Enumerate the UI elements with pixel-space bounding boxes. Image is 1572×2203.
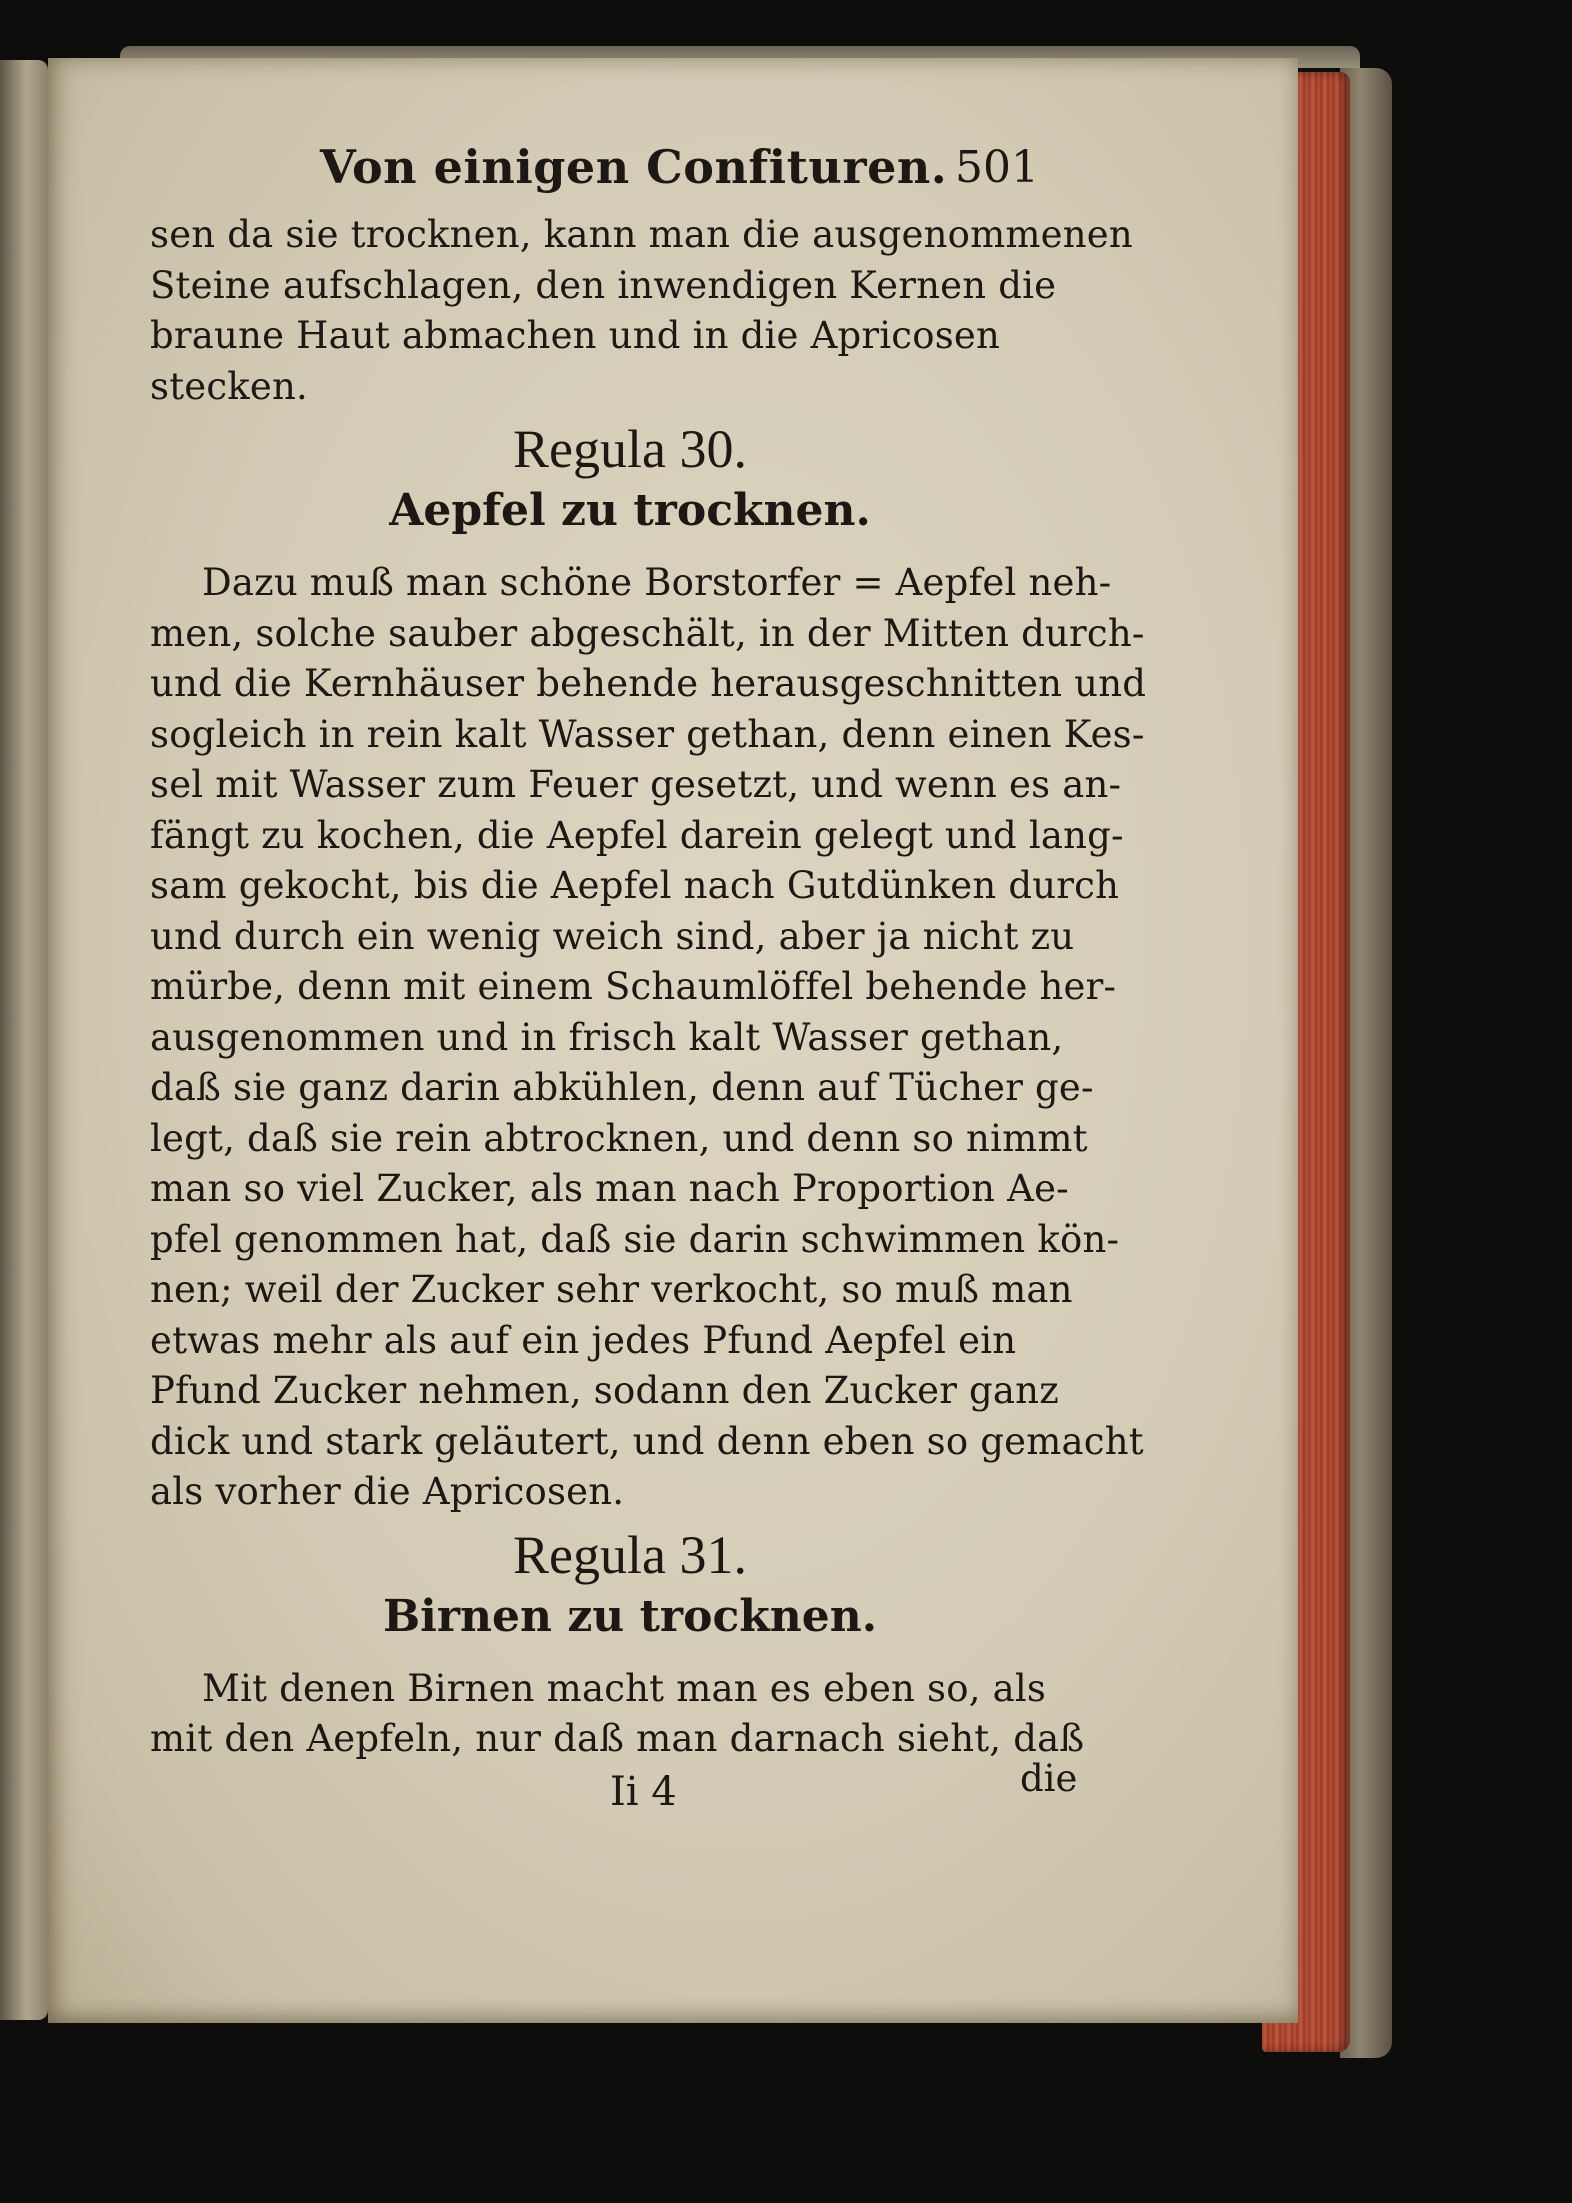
section-subheading-aepfel: Aepfel zu trocknen. bbox=[389, 485, 871, 536]
text-line: und durch ein wenig weich sind, aber ja nicht zu bbox=[150, 914, 1075, 958]
text-line: legt, daß sie rein abtrocknen, und denn so nimmt bbox=[150, 1116, 1088, 1160]
text-line: sen da sie trocknen, kann man die ausgenommenen bbox=[150, 213, 1133, 256]
text-line: mürbe, denn mit einem Schaumlöffel behende her- bbox=[150, 965, 1117, 1008]
section-30-paragraph bbox=[150, 558, 1147, 1518]
page-footer bbox=[150, 1756, 1080, 1821]
text-line: mit den Aepfeln, nur daß man darnach sieht, daß bbox=[150, 1717, 1085, 1760]
text-line: nen; weil der Zucker sehr verkocht, so muß man bbox=[150, 1268, 1073, 1311]
text-line: Steine aufschlagen, den inwendigen Kernen die bbox=[150, 263, 1057, 307]
text-line: dick und stark geläutert, und denn eben so gemacht bbox=[150, 1419, 1144, 1463]
text-line: und die Kernhäuser behende herausgeschnitten und bbox=[150, 662, 1147, 705]
text-line: daß sie ganz darin abkühlen, denn auf Tücher ge- bbox=[150, 1066, 1094, 1109]
text-line: sel mit Wasser zum Feuer gesetzt, und wenn es an- bbox=[150, 763, 1122, 806]
section-heading-regula-31: Regula 31. bbox=[513, 1524, 747, 1585]
opening-paragraph bbox=[150, 210, 1133, 412]
text-line: man so viel Zucker, als man nach Proportion Ae- bbox=[150, 1167, 1069, 1210]
text-line: sam gekocht, bis die Aepfel nach Gutdünken durch bbox=[150, 864, 1120, 907]
text-line: Dazu muß man schöne Borstorfer = Aepfel neh- bbox=[202, 561, 1112, 604]
section-heading-regula-30: Regula 30. bbox=[513, 419, 747, 479]
section-31-paragraph bbox=[150, 1664, 1085, 1765]
text-line: men, solche sauber abgeschält, in der Mitten durch- bbox=[150, 611, 1145, 655]
text-line: pfel genommen hat, daß sie darin schwimmen kön- bbox=[150, 1217, 1120, 1261]
section-subheading-birnen: Birnen zu trocknen. bbox=[382, 1590, 878, 1642]
signature-mark: Ii 4 bbox=[610, 1768, 677, 1815]
text-line: als vorher die Apricosen. bbox=[150, 1470, 625, 1513]
text-line: sogleich in rein kalt Wasser gethan, denn einen Kes- bbox=[150, 712, 1145, 756]
text-line: etwas mehr als auf ein jedes Pfund Aepfel ein bbox=[150, 1318, 1017, 1362]
text-line: fängt zu kochen, die Aepfel darein gelegt und lang- bbox=[150, 813, 1124, 857]
running-head bbox=[150, 140, 1080, 210]
running-title: Von einigen Confituren. bbox=[320, 140, 948, 194]
text-line: Mit denen Birnen macht man es eben so, als bbox=[202, 1666, 1047, 1710]
page-text bbox=[150, 140, 1147, 1821]
previous-page-edge bbox=[0, 60, 48, 2020]
text-line: braune Haut abmachen und in die Apricosen bbox=[150, 314, 1001, 357]
page-number: 501 bbox=[955, 142, 1039, 193]
catchword: die bbox=[1020, 1756, 1078, 1800]
text-line: ausgenommen und in frisch kalt Wasser gethan, bbox=[150, 1015, 1064, 1059]
text-line: Pfund Zucker nehmen, sodann den Zucker ganz bbox=[150, 1369, 1059, 1412]
text-line: stecken. bbox=[150, 364, 308, 408]
